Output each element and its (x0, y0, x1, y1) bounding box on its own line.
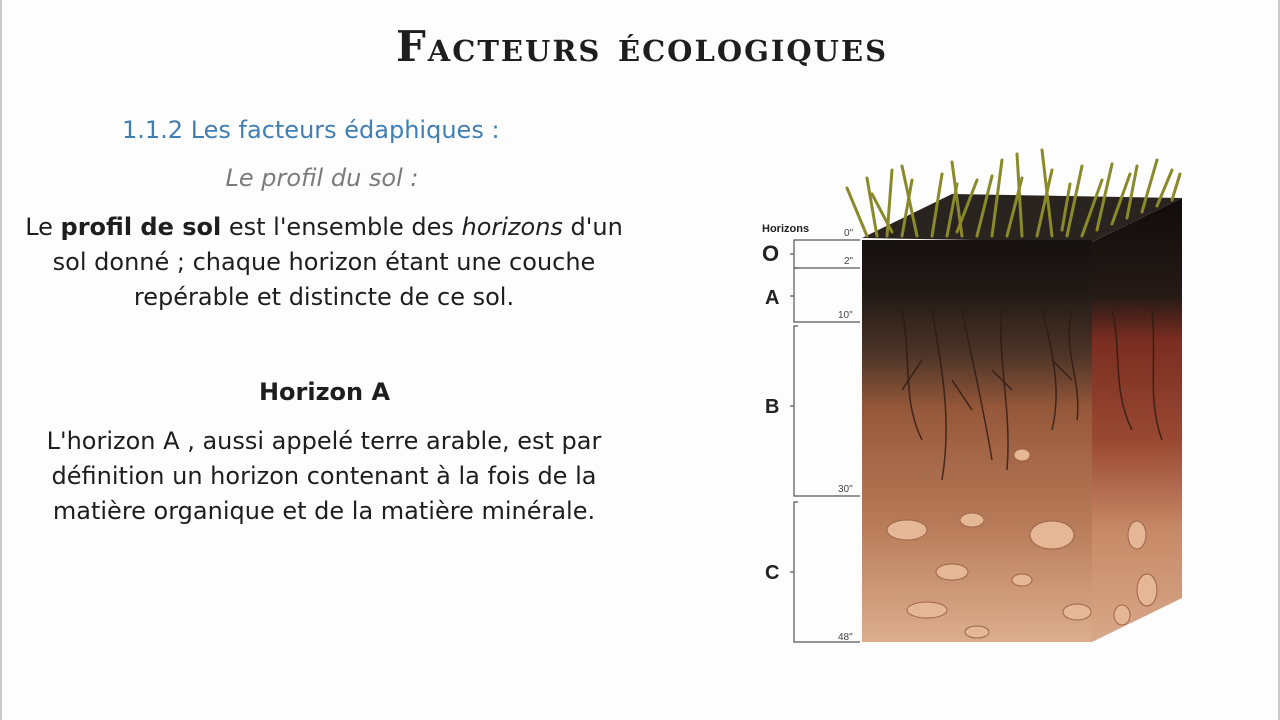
horizon-c-label: C (765, 562, 780, 584)
soil-front-face (862, 240, 1092, 642)
section-heading: 1.1.2 Les facteurs édaphiques : (122, 116, 500, 144)
horizon-a-paragraph: L'horizon A , aussi appelé terre arable, est par définition un horizon contenant à la fois de la matière organique et de la matière minérale. (46, 427, 602, 525)
depth-10-label: 10" (838, 310, 853, 321)
depth-30-label: 30" (838, 484, 853, 495)
definition-text-2: est l'ensemble des (221, 213, 462, 241)
horizons-header: Horizons (762, 223, 810, 235)
depth-2-label: 2" (844, 256, 854, 267)
horizon-brackets (790, 240, 860, 642)
definition-bold-term: profil de sol (60, 213, 222, 241)
definition-text-1: Le (25, 213, 61, 241)
horizon-a-heading: Horizon A (258, 378, 391, 406)
slide-title: Facteurs écologiques (395, 22, 889, 71)
soil-profile-diagram (752, 140, 1192, 660)
subheading: Le profil du sol : (225, 164, 419, 192)
definition-text-3: d'un sol donné ; chaque horizon étant une couche repérable et distincte de ce sol. (52, 213, 623, 311)
depth-48-label: 48" (838, 632, 853, 643)
soil-side-face (1092, 198, 1182, 642)
definition-italic-term: horizons (461, 213, 563, 241)
horizon-o-label: O (762, 241, 780, 266)
depth-0-label: 0" (844, 228, 854, 239)
horizon-a-label: A (765, 287, 780, 309)
horizon-b-label: B (765, 396, 780, 418)
definition-paragraph (22, 210, 626, 315)
